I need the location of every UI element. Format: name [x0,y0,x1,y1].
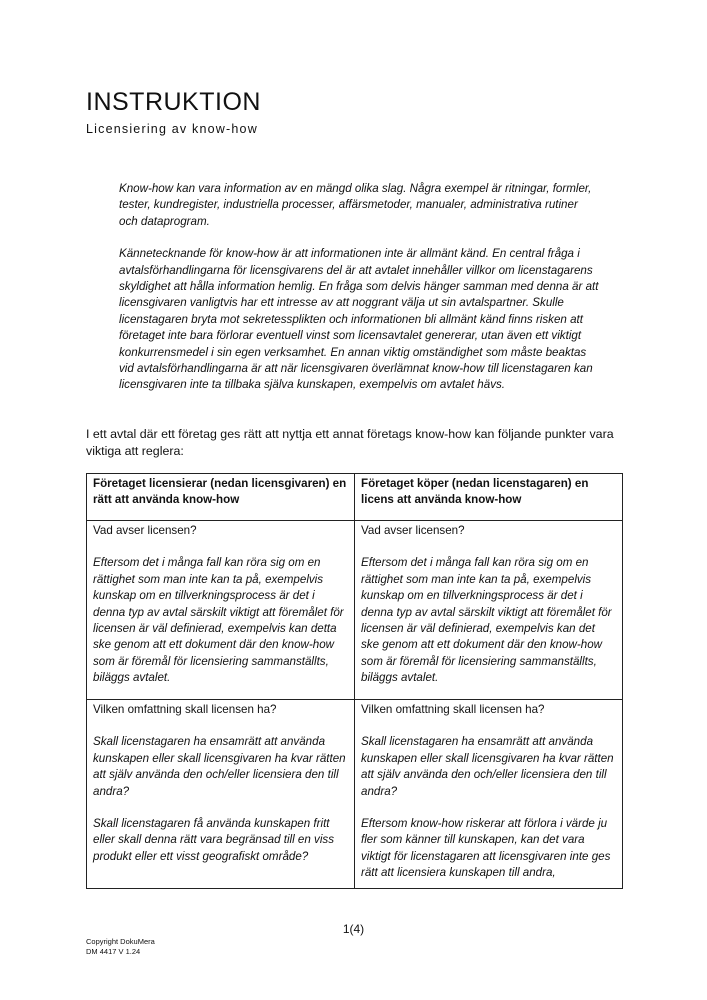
table-cell [355,521,623,700]
table-row [87,700,623,889]
cell-answer: Eftersom know-how riskerar att förlora i värde ju fler som känner till kunskapen, kan det vara viktigt för licenstagaren att licensgivaren inte ges rätt att licensiera kunskapen till andra, [361,817,611,880]
table-cell [87,521,355,700]
cell-answer: Skall licenstagaren ha ensamrätt att använda kunskapen eller skall licensgivaren ha kvar rätten att själv använda den och/eller licensiera den till andra? [361,735,614,798]
cell-question: Vilken omfattning skall licensen ha? [93,703,277,716]
header-licensee: Företaget köper (nedan licenstagaren) en licens att använda know-how [355,474,623,521]
table-cell [87,700,355,889]
intro-section [119,181,599,410]
table-row [87,521,623,700]
table-cell [355,700,623,889]
footer-copyright: Copyright DokuMera [86,937,155,946]
footer-doc-id: DM 4417 V 1.24 [86,947,141,956]
cell-question: Vad avser licensen? [93,524,197,537]
lead-paragraph: I ett avtal där ett företag ges rätt att nyttja ett annat företags know-how kan följande punkter vara viktiga att reglera: [86,427,614,458]
document-subtitle: Licensiering av know-how [86,122,258,136]
intro-paragraph: Know-how kan vara information av en mängd olika slag. Några exempel är ritningar, formler, tester, kundregister, industriella processer, affärsmetoder, manualer, administrativa rutiner och dataprogram. [119,182,592,228]
cell-question: Vilken omfattning skall licensen ha? [361,703,545,716]
cell-question: Vad avser licensen? [361,524,465,537]
cell-answer: Skall licenstagaren ha ensamrätt att använda kunskapen eller skall licensgivaren ha kvar rätten att själv använda den och/eller licensiera den till andra? [93,735,346,798]
cell-answer: Eftersom det i många fall kan röra sig om en rättighet som man inte kan ta på, exempelvis kunskap om en tillverkningsprocess är det i denna typ av avtal särskilt viktigt att föremålet för licensen är väl definierad, exempelvis kan det ske genom att ett dokument där den know-how som är föremål för licensiering sammanställts, biläggs avtalet. [361,556,612,685]
cell-answer: Eftersom det i många fall kan röra sig om en rättighet som man inte kan ta på, exempelvis kunskap om en tillverkningsprocess är det i denna typ av avtal särskilt viktigt att föremålet för licensen är väl definierad, exempelvis kan detta ske genom att ett dokument där den know-how som är föremål för licensiering sammanställts, biläggs avtalet. [93,556,344,685]
intro-paragraph: Kännetecknande för know-how är att informationen inte är allmänt känd. En central fråga i avtalsförhandlingarna för licensgivarens del är att avtalet innehåller villkor om licenstagarens skyldighet att hålla information hemlig. En fråga som delvis hänger samman med denna är att licensgivaren vanligtvis har ett intresse av att noggrant välja ut sin avtalspartner. Skulle licenstagaren bryta mot sekretessplikten och informationen bli allmänt känd finns risken att företaget inte bara förlorar eventuell vinst som licensavtalet genererar, utan även ett viktigt konkurrensmedel i sin egen verksamhet. En annan viktig omständighet som måste beaktas vid avtalsförhandlingarna är att när licensgivaren överlämnat know-how till licenstagaren kan licensgivaren inte ta tillbaka själva kunskapen, exempelvis om avtalet hävs. [119,247,599,392]
page-number: 1(4) [342,922,365,936]
header-licensor: Företaget licensierar (nedan licensgivaren) en rätt att använda know-how [87,474,355,521]
document-title: INSTRUKTION [86,88,261,116]
comparison-table [86,473,623,889]
table-header-row [87,474,623,521]
cell-answer: Skall licenstagaren få använda kunskapen fritt eller skall denna rätt vara begränsad till en viss produkt eller ett visst geografiskt område? [93,817,335,863]
footer [86,937,155,957]
